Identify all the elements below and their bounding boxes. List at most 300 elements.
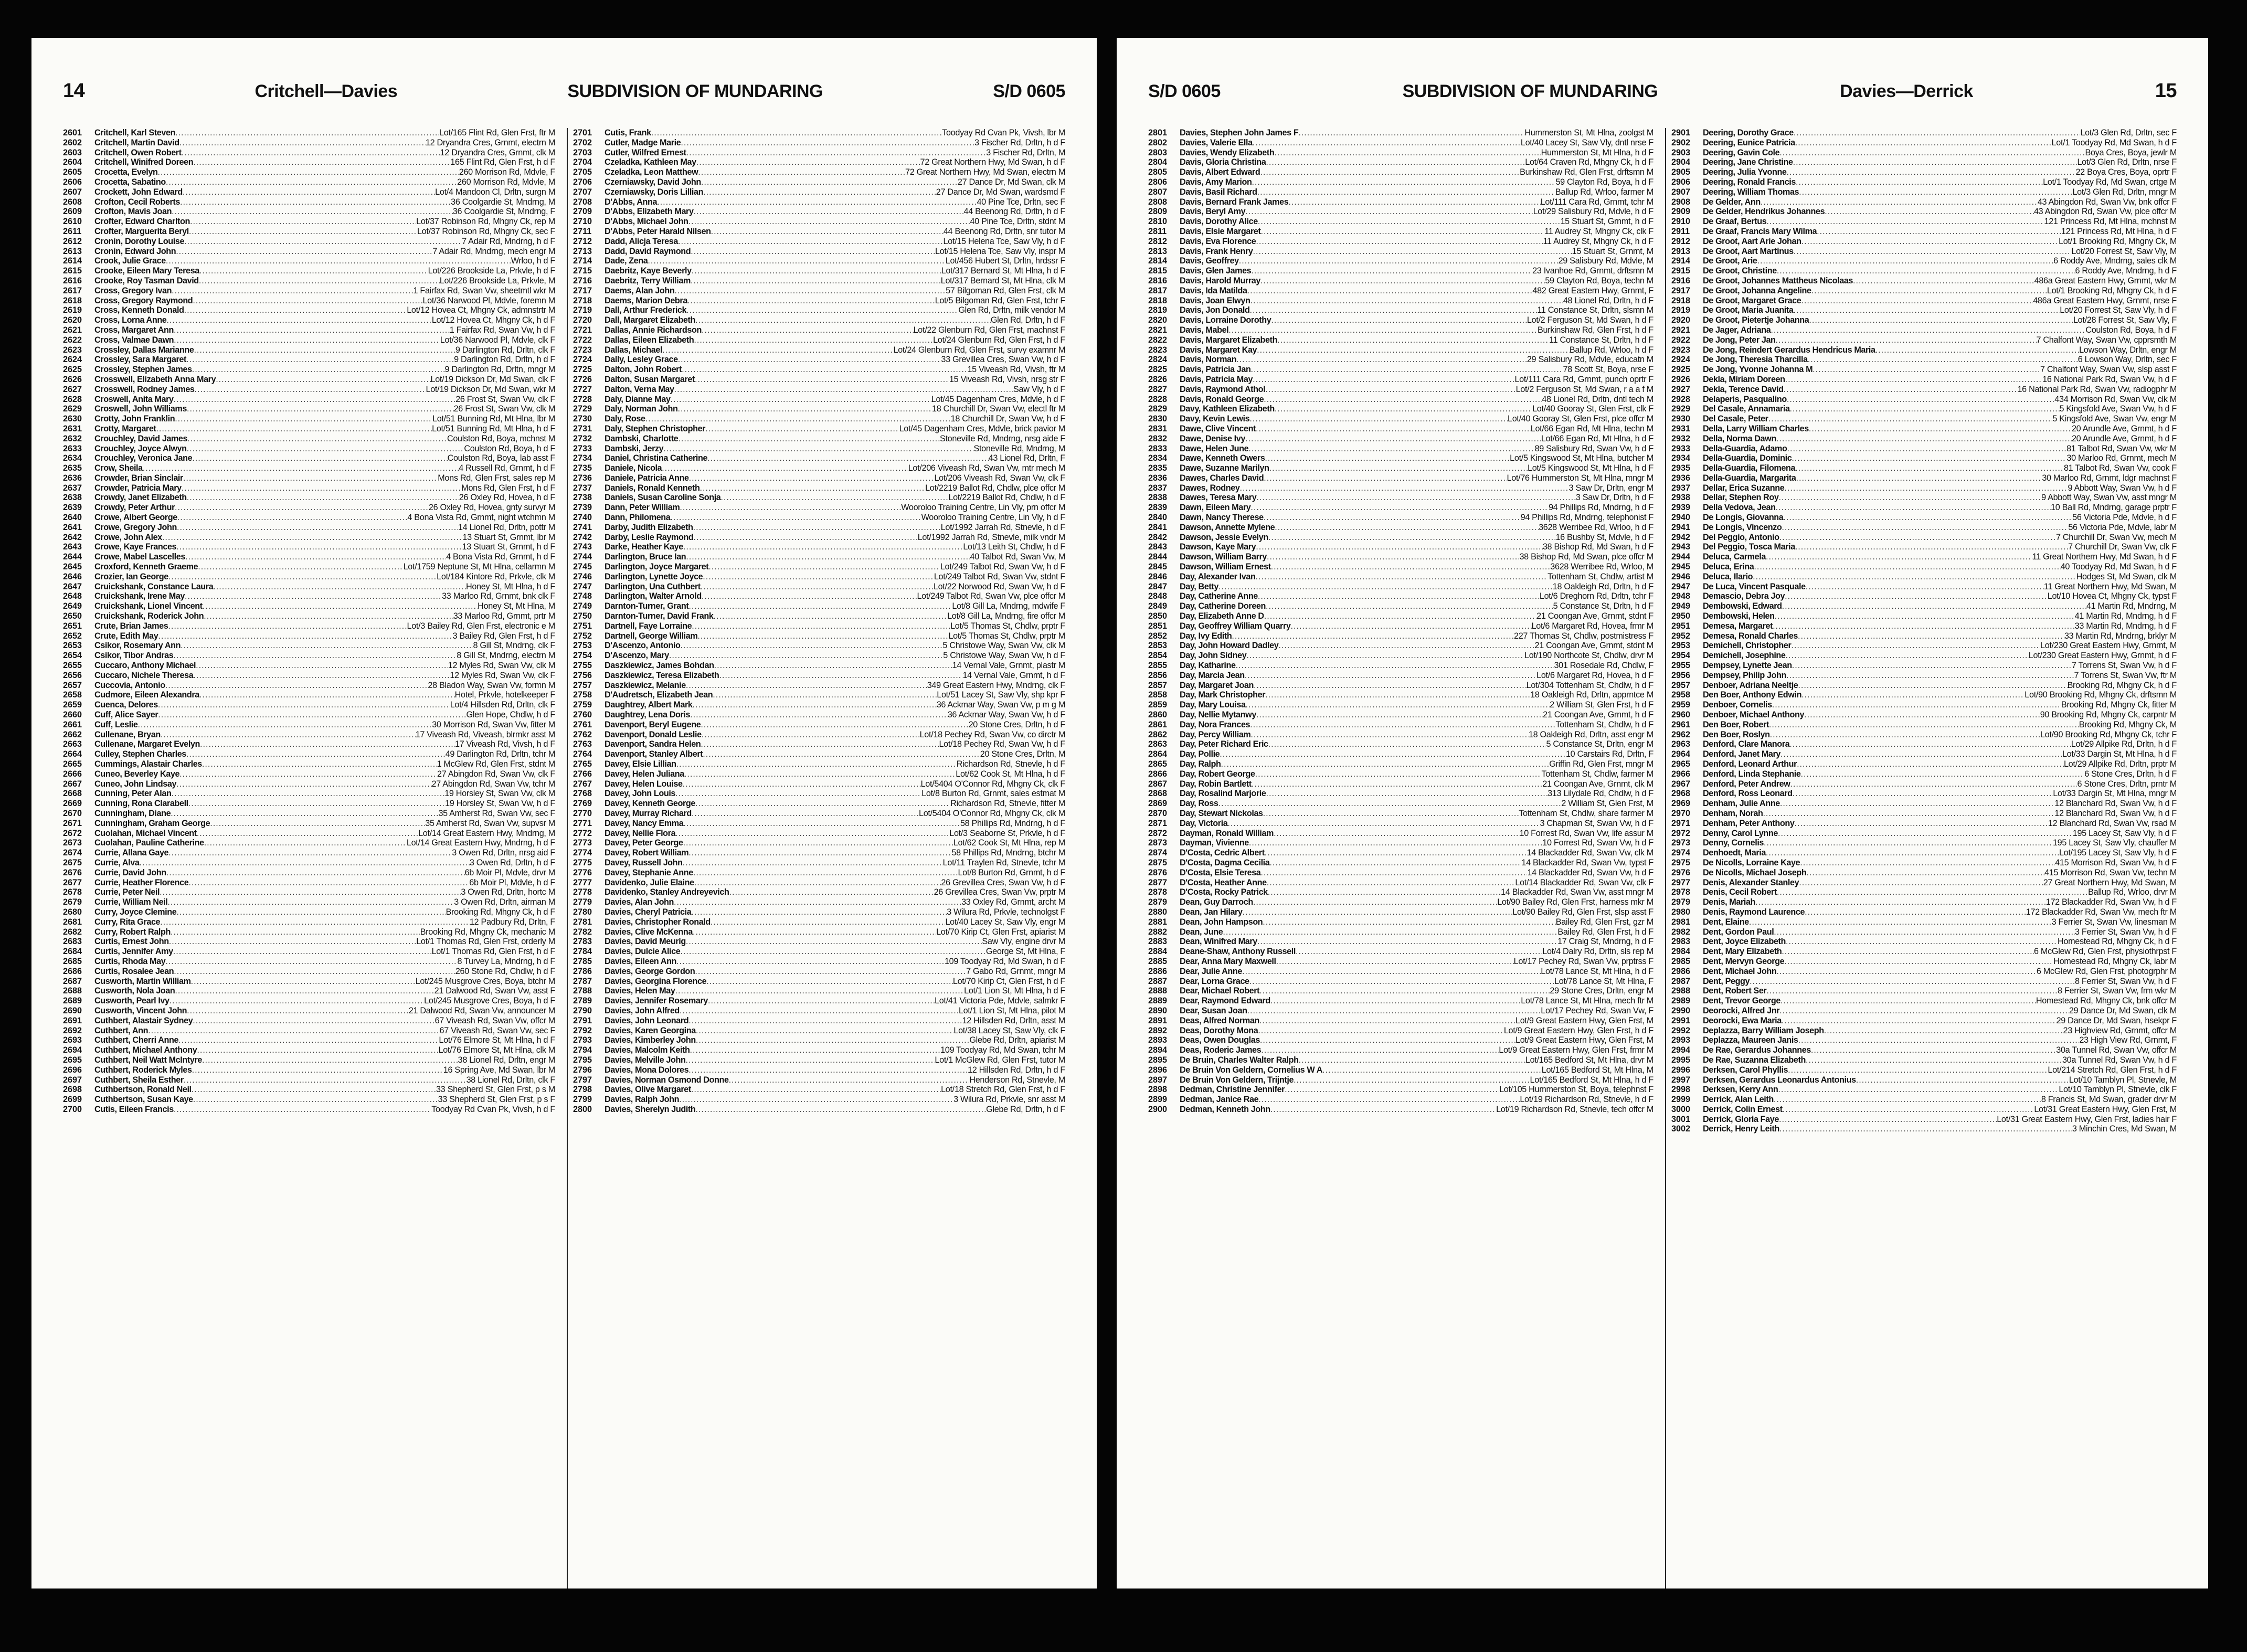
leader-dots bbox=[1774, 927, 2075, 937]
entry-address: 260 Morrison Rd, Mdvle, M bbox=[457, 177, 555, 187]
entry-address: Lot/5404 O'Connor Rd, Mhgny Ck, clk F bbox=[920, 779, 1065, 789]
entry-address: Lot/317 Bernard St, Mt Hlna, clk M bbox=[940, 276, 1065, 285]
leader-dots bbox=[1794, 247, 2072, 257]
entry-number: 2819 bbox=[1148, 305, 1168, 315]
entry-name: Davis, Elsie Margaret bbox=[1180, 226, 1261, 236]
leader-dots bbox=[699, 483, 925, 493]
entry-address: Honey St, Mt Hlna, M bbox=[478, 601, 555, 611]
entry-name: Cutis, Frank bbox=[605, 128, 651, 137]
directory-entry bbox=[1148, 907, 1654, 917]
entry-address: 56 Victoria Pde, Mdvle, h d F bbox=[2072, 513, 2177, 523]
leader-dots bbox=[694, 878, 941, 888]
directory-entry bbox=[1671, 1026, 2177, 1036]
leader-dots bbox=[1766, 217, 2044, 227]
entry-name: Daebritz, Kaye Beverly bbox=[605, 266, 692, 276]
directory-entry bbox=[63, 799, 555, 809]
entry-number: 2832 bbox=[1148, 433, 1168, 443]
leader-dots bbox=[701, 739, 939, 749]
directory-entry bbox=[63, 128, 555, 138]
entry-address: Wooroloo Training Centre, Lin Vly, prn offcr M bbox=[901, 503, 1065, 513]
entry-name: Davenport, Stanley Albert bbox=[605, 749, 703, 759]
entry-number: 2826 bbox=[1148, 374, 1168, 384]
entry-address: 4 Bona Vista Rd, Grnmt, h d F bbox=[446, 552, 555, 562]
entry-address: 4 Russell Rd, Grnmt, h d F bbox=[459, 463, 555, 473]
leader-dots bbox=[693, 868, 958, 878]
entry-number: 2834 bbox=[1148, 453, 1168, 463]
leader-dots bbox=[1783, 1105, 2034, 1115]
directory-entry bbox=[1148, 266, 1654, 276]
leader-dots bbox=[175, 503, 429, 513]
directory-entry bbox=[1671, 700, 2177, 710]
entry-address: Mons Rd, Glen Frst, h d F bbox=[461, 483, 555, 493]
leader-dots bbox=[179, 138, 426, 148]
entry-name: D'Costa, Elsie Teresa bbox=[1180, 867, 1261, 877]
entry-address: 3 Owen Rd, Drltn, airman M bbox=[454, 897, 555, 907]
directory-entry bbox=[1148, 1016, 1654, 1026]
entry-address: Lot/20 Forrest St, Saw Vly, M bbox=[2071, 246, 2177, 256]
leader-dots bbox=[1218, 799, 1561, 809]
entry-address: Coulston Rd, Boya, h d F bbox=[2085, 325, 2177, 335]
entry-name: Dent, Mary Elizabeth bbox=[1703, 947, 1782, 957]
entry-address: 15 Stuart St, Grnmt, M bbox=[1572, 246, 1654, 256]
entry-address: 5 Kingsfold Ave, Swan Vw, h d F bbox=[2059, 404, 2177, 414]
directory-entry bbox=[1148, 493, 1654, 503]
entry-name: Dawes, Charles David bbox=[1180, 473, 1264, 483]
entry-name: Currie, Allana Gaye bbox=[94, 848, 169, 858]
entry-name: Dear, Julie Anne bbox=[1180, 966, 1242, 976]
entry-address: Lot/8 Gill La, Mndrng, fire offcr M bbox=[947, 611, 1065, 621]
directory-entry bbox=[1148, 395, 1654, 405]
entry-name: De Graaf, Bertus bbox=[1703, 217, 1767, 227]
entry-name: Daniels, Susan Caroline Sonja bbox=[605, 493, 721, 503]
directory-entry bbox=[1671, 957, 2177, 967]
leader-dots bbox=[1774, 1095, 2041, 1105]
entry-name: Deering, Dorothy Grace bbox=[1703, 128, 1794, 137]
entry-address: Lot/1 Brooking Rd, Mhgny Ck, M bbox=[2059, 236, 2177, 246]
entry-number: 2786 bbox=[573, 966, 592, 976]
entry-number: 2609 bbox=[63, 207, 82, 217]
entry-address: Lot/24 Glenburn Rd, Glen Frst, h d F bbox=[933, 335, 1065, 345]
directory-entry bbox=[573, 720, 1065, 730]
directory-entry bbox=[63, 769, 555, 779]
entry-number: 2844 bbox=[1148, 552, 1168, 562]
entry-number: 2995 bbox=[1671, 1055, 1691, 1065]
leader-dots bbox=[1811, 1045, 2056, 1055]
leader-dots bbox=[169, 937, 416, 947]
entry-number: 2969 bbox=[1671, 799, 1691, 809]
entry-name: De Rae, Suzanna Elizabeth bbox=[1703, 1055, 1806, 1065]
entry-name: De Bruin Von Geldern, Cornelius W A bbox=[1180, 1065, 1322, 1075]
entry-name: Davey, Robert William bbox=[605, 848, 689, 858]
leader-dots bbox=[680, 1006, 959, 1016]
entry-address: 10 Carstairs Rd, Drltn, F bbox=[1565, 749, 1654, 759]
page-header bbox=[1148, 80, 2177, 117]
leader-dots bbox=[1784, 483, 2068, 493]
leader-dots bbox=[1757, 256, 2054, 266]
entry-number: 2937 bbox=[1671, 483, 1691, 493]
entry-address: 121 Princess Rd, Mt Hlna, mchnst M bbox=[2044, 217, 2177, 227]
entry-number: 2934 bbox=[1671, 453, 1691, 463]
entry-address: 3628 Werribee Rd, Wrloo, h d F bbox=[1539, 522, 1654, 532]
leader-dots bbox=[1875, 345, 2079, 355]
entry-address: Lot/3 Glen Rd, Drltn, nrse F bbox=[2077, 157, 2177, 167]
leader-dots bbox=[1787, 395, 2054, 405]
directory-entry bbox=[63, 819, 555, 829]
entry-number: 2827 bbox=[1148, 384, 1168, 394]
entry-address: Lot/18 Pechey Rd, Swan Vw, co dirctr M bbox=[919, 729, 1065, 739]
directory-entry bbox=[63, 957, 555, 967]
entry-address: Lot/14 Blackadder Rd, Swan Vw, clk F bbox=[1515, 877, 1654, 887]
directory-entry bbox=[1671, 148, 2177, 158]
entry-number: 2654 bbox=[63, 651, 82, 661]
entry-number: 2741 bbox=[573, 522, 592, 532]
entry-name: De Groot, Pietertje Johanna bbox=[1703, 315, 1809, 325]
entry-number: 2632 bbox=[63, 433, 82, 443]
entry-name: Davies, Dulcie Alice bbox=[605, 947, 681, 957]
directory-entry bbox=[63, 809, 555, 819]
directory-entry bbox=[63, 1035, 555, 1045]
directory-entry bbox=[1671, 325, 2177, 335]
directory-entry bbox=[63, 305, 555, 315]
entry-number: 2652 bbox=[63, 631, 82, 641]
directory-entry bbox=[573, 266, 1065, 276]
directory-entry bbox=[1148, 799, 1654, 809]
directory-entry bbox=[63, 276, 555, 286]
entry-name: Davis, Margaret Elizabeth bbox=[1180, 335, 1278, 345]
directory-entry bbox=[1671, 187, 2177, 197]
leader-dots bbox=[169, 996, 425, 1006]
entry-number: 2880 bbox=[1148, 907, 1168, 917]
directory-entry bbox=[63, 710, 555, 720]
leader-dots bbox=[1258, 217, 1561, 227]
leader-dots bbox=[162, 533, 463, 543]
leader-dots bbox=[696, 1026, 954, 1036]
leader-dots bbox=[1288, 197, 1540, 207]
entry-address: 6 McGlew Rd, Glen Frst, photogrphr M bbox=[2036, 966, 2177, 976]
directory-entry bbox=[1148, 1045, 1654, 1055]
directory-entry bbox=[1671, 395, 2177, 405]
entry-address: 7 Chalfont Way, Swan Vw, slsp asst F bbox=[2040, 365, 2177, 375]
directory-entry bbox=[1671, 483, 2177, 493]
entry-address: Lot/40 Lacey St, Saw Vly, dntl nrse F bbox=[1520, 137, 1654, 147]
entry-number: 2911 bbox=[1671, 226, 1690, 236]
entry-name: Crowe, Mabel Lascelles bbox=[94, 552, 185, 562]
directory-entry bbox=[1148, 1035, 1654, 1045]
entry-name: Demichell, Josephine bbox=[1703, 651, 1786, 661]
entry-address: 21 Coongan Ave, Grnmt, h d F bbox=[1543, 710, 1654, 720]
entry-address: Toodyay Rd Cvan Pk, Vivsh, h d F bbox=[431, 1104, 555, 1114]
entry-number: 2671 bbox=[63, 818, 82, 828]
entry-name: Darlington, Una Cuthbert bbox=[605, 581, 701, 591]
entry-number: 2717 bbox=[573, 285, 592, 295]
leader-dots bbox=[1232, 631, 1514, 641]
entry-name: Cusworth, Pearl Ivy bbox=[94, 996, 169, 1006]
leader-dots bbox=[172, 789, 445, 799]
entry-name: Dent, Elaine bbox=[1703, 917, 1749, 927]
directory-entry bbox=[1671, 907, 2177, 917]
directory-entry bbox=[1671, 533, 2177, 543]
entry-name: Davis, Joan Elwyn bbox=[1180, 295, 1250, 305]
directory-entry bbox=[1148, 296, 1654, 306]
leader-dots bbox=[678, 355, 941, 365]
entry-address: 94 Phillips Rd, Mndrng, telephonist F bbox=[1520, 513, 1654, 523]
entry-name: Denham, Norah bbox=[1703, 808, 1763, 818]
leader-dots bbox=[1258, 1026, 1504, 1036]
directory-entry bbox=[1671, 503, 2177, 513]
entry-number: 2859 bbox=[1148, 700, 1168, 710]
entry-number: 2669 bbox=[63, 799, 82, 809]
entry-name: Deplazza, Maureen Janis bbox=[1703, 1035, 1798, 1045]
entry-name: Dally, Lesley Grace bbox=[605, 355, 678, 365]
entry-address: 38 Bishop Rd, Md Swan, plce offcr M bbox=[1519, 552, 1654, 562]
entry-address: Griffin Rd, Glen Frst, mngr M bbox=[1549, 759, 1654, 769]
leader-dots bbox=[1218, 582, 1553, 592]
entry-address: 29 Salisbury Rd, Mdvle, educatn M bbox=[1527, 355, 1654, 365]
entry-name: De Longis, Giovanna bbox=[1703, 513, 1784, 523]
leader-dots bbox=[720, 493, 948, 503]
entry-name: Delaperis, Pasqualino bbox=[1703, 394, 1787, 404]
entry-name: Crocetta, Sabatino bbox=[94, 177, 166, 187]
entry-name: Davis, Basil Richard bbox=[1180, 187, 1257, 197]
entry-name: Davies, Valerie Ella bbox=[1180, 137, 1253, 147]
directory-entry bbox=[573, 1105, 1065, 1115]
leader-dots bbox=[174, 335, 440, 345]
entry-number: 2841 bbox=[1148, 522, 1168, 532]
leader-dots bbox=[202, 759, 437, 769]
leader-dots bbox=[1800, 858, 2055, 868]
entry-address: Homestead Rd, Mhgny Ck, bnk offcr M bbox=[2036, 996, 2177, 1006]
entry-name: Cuolahan, Michael Vincent bbox=[94, 828, 197, 838]
directory-entry bbox=[573, 799, 1065, 809]
entry-name: Day, Catherine Anne bbox=[1180, 591, 1258, 601]
entry-address: 38 Bishop Rd, Md Swan, h d F bbox=[1542, 542, 1654, 552]
entry-address: 486a Great Eastern Hwy, Grnmt, wkr M bbox=[2034, 276, 2177, 285]
entry-address: Lot/2 Ferguson St, Md Swan, r a a f M bbox=[1515, 384, 1654, 394]
entry-address: 48 Lionel Rd, Drltn, h d F bbox=[1563, 295, 1654, 305]
entry-address: Homestead Rd, Mhgny Ck, labr M bbox=[2053, 956, 2177, 966]
entry-number: 2958 bbox=[1671, 690, 1691, 700]
entry-address: 3 Wilura Rd, Prkvle, technolgst F bbox=[947, 907, 1065, 917]
directory-entry bbox=[573, 661, 1065, 671]
leader-dots bbox=[173, 947, 432, 957]
entry-address: Lot/3 Glen Rd, Drltn, mngr M bbox=[2072, 187, 2177, 197]
entry-address: Lot/1 McGlew Rd, Glen Frst, tutor M bbox=[935, 1055, 1065, 1065]
entry-address: 6 Lowson Way, Drltn, sec F bbox=[2078, 355, 2177, 365]
entry-number: 2862 bbox=[1148, 729, 1168, 739]
entry-name: Davey, Helen Juliana bbox=[605, 769, 684, 779]
entry-name: Cronin, Dorothy Louise bbox=[94, 236, 185, 246]
leader-dots bbox=[683, 779, 921, 789]
entry-name: Daniel, Christina Catherine bbox=[605, 453, 708, 463]
entry-name: Crossley, Stephen James bbox=[94, 365, 192, 375]
entry-number: 2703 bbox=[573, 147, 592, 157]
leader-dots bbox=[1788, 1065, 2048, 1075]
entry-address: 15 Viveash Rd, Vivsh, ftr M bbox=[967, 365, 1065, 375]
entry-number: 2662 bbox=[63, 729, 82, 739]
entry-address: 7 Torrens St, Swan Vw, h d F bbox=[2071, 661, 2177, 671]
entry-number: 2622 bbox=[63, 335, 82, 345]
entry-address: Henderson Rd, Stnevle, M bbox=[969, 1075, 1065, 1085]
leader-dots bbox=[160, 887, 461, 897]
entry-name: De Groot, Maria Juanita bbox=[1703, 305, 1794, 315]
entry-number: 2835 bbox=[1148, 463, 1168, 473]
directory-entry bbox=[1671, 977, 2177, 987]
entry-name: Della-Guardia, Dominic bbox=[1703, 453, 1792, 463]
directory-entry bbox=[1148, 601, 1654, 611]
entry-number: 2962 bbox=[1671, 729, 1691, 739]
entry-address: 44 Beenong Rd, Drltn, snr tutor M bbox=[943, 226, 1065, 236]
leader-dots bbox=[713, 690, 937, 700]
entry-number: 2952 bbox=[1671, 631, 1691, 641]
leader-dots bbox=[161, 730, 416, 740]
entry-number: 2659 bbox=[63, 700, 82, 710]
directory-entry bbox=[573, 868, 1065, 878]
entry-name: Dean, Winifred Mary bbox=[1180, 937, 1257, 947]
directory-entry bbox=[1671, 463, 2177, 473]
entry-address: Lot/6 Dreghorn Rd, Drltn, tchr F bbox=[1539, 591, 1654, 601]
directory-entry bbox=[1671, 690, 2177, 700]
entry-name: Darlington, Joyce Margaret bbox=[605, 562, 709, 572]
leader-dots bbox=[1801, 237, 2059, 247]
entry-address: Lot/31 Great Eastern Hwy, Glen Frst, M bbox=[2034, 1104, 2177, 1114]
directory-entry bbox=[63, 690, 555, 700]
entry-address: 89 Salisbury Rd, Swan Vw, h d F bbox=[1534, 443, 1654, 453]
entry-address: Lot/40 Gooray St, Glen Frst, clk F bbox=[1532, 404, 1654, 414]
entry-address: Lot/249 Talbot Rd, Swan Vw, plce offcr M bbox=[917, 591, 1065, 601]
directory-entry bbox=[573, 305, 1065, 315]
directory-entry bbox=[573, 927, 1065, 937]
directory-entry bbox=[1148, 977, 1654, 987]
entry-number: 2873 bbox=[1148, 838, 1168, 848]
entry-name: Davey, Stephanie Anne bbox=[605, 867, 693, 877]
entry-number: 2960 bbox=[1671, 710, 1691, 720]
directory-entry bbox=[573, 710, 1065, 720]
entry-address: Lot/15 Helena Tce, Saw Vly, h d F bbox=[943, 236, 1065, 246]
entry-number: 2687 bbox=[63, 976, 82, 986]
entry-name: Dawe, Helen June bbox=[1180, 443, 1249, 453]
directory-entry bbox=[1148, 838, 1654, 848]
leader-dots bbox=[1825, 207, 2034, 217]
entry-name: Denford, Peter Andrew bbox=[1703, 779, 1790, 789]
entry-name: De Groot, Christine bbox=[1703, 266, 1777, 276]
entry-name: Culley, Stephen Charles bbox=[94, 749, 186, 759]
leader-dots bbox=[148, 1026, 439, 1036]
leader-dots bbox=[1267, 878, 1515, 888]
directory-entry bbox=[63, 1045, 555, 1055]
entry-address: Lot/36 Narwood Pl, Mdvle, clk F bbox=[440, 335, 555, 345]
directory-entry bbox=[573, 690, 1065, 700]
entry-address: 16 National Park Rd, Swan Vw, h d F bbox=[2042, 374, 2177, 384]
leader-dots bbox=[1250, 305, 1538, 315]
entry-number: 2746 bbox=[573, 571, 592, 581]
entry-number: 2615 bbox=[63, 266, 82, 276]
entry-name: D'Ascenzo, Mary bbox=[605, 651, 669, 661]
leader-dots bbox=[186, 749, 446, 759]
leader-dots bbox=[184, 305, 407, 315]
entry-number: 2882 bbox=[1148, 927, 1168, 937]
entry-number: 2940 bbox=[1671, 513, 1691, 523]
entry-address: Lot/165 Bedford St, Mt Hlna, drvr M bbox=[1525, 1055, 1654, 1065]
entry-number: 2629 bbox=[63, 404, 82, 414]
directory-entry bbox=[573, 1016, 1065, 1026]
leader-dots bbox=[1809, 315, 2073, 325]
entry-address: 36 Coolgardie St, Mndrng, M bbox=[451, 197, 555, 207]
entry-name: Davey, Kenneth George bbox=[605, 799, 696, 809]
entry-name: Deas, Roderic James bbox=[1180, 1045, 1262, 1055]
entry-address: Lot/76 Hummerston St, Mt Hlna, mngr M bbox=[1507, 473, 1654, 483]
entry-address: Glen Hope, Chdlw, h d F bbox=[466, 710, 555, 720]
leader-dots bbox=[671, 395, 931, 405]
leader-dots bbox=[175, 128, 439, 138]
entry-name: Davis, Lorraine Dorothy bbox=[1180, 315, 1271, 325]
directory-entry bbox=[573, 1045, 1065, 1055]
entry-name: Csikor, Tibor Andras bbox=[94, 651, 174, 661]
entry-number: 2920 bbox=[1671, 315, 1691, 325]
entry-address: Coulston Rd, Boya, lab asst F bbox=[447, 453, 555, 463]
directory-entry bbox=[573, 256, 1065, 266]
leader-dots bbox=[1797, 759, 2064, 769]
entry-number: 2751 bbox=[573, 621, 592, 631]
directory-page-left bbox=[31, 38, 1097, 1589]
entry-name: De Nicolls, Lorraine Kaye bbox=[1703, 857, 1800, 867]
entry-address: Saw Vly, engine drvr M bbox=[982, 937, 1065, 947]
entry-name: Denis, Raymond Laurence bbox=[1703, 907, 1805, 917]
entry-address: 172 Blackadder Rd, Swan Vw, h d F bbox=[2045, 897, 2177, 907]
directory-entry bbox=[1148, 197, 1654, 207]
entry-name: Deas, Alfred Norman bbox=[1180, 1015, 1259, 1025]
directory-entry bbox=[1671, 730, 2177, 740]
entry-number: 2858 bbox=[1148, 690, 1168, 700]
entry-address: Richardson Rd, Stnevle, h d F bbox=[956, 759, 1065, 769]
directory-entry bbox=[1671, 681, 2177, 691]
entry-address: Lot/90 Brooking Rd, Mhgny Ck, drftsmn M bbox=[2025, 690, 2177, 700]
leader-dots bbox=[1239, 256, 1559, 266]
directory-entry bbox=[63, 868, 555, 878]
directory-entry bbox=[1671, 128, 2177, 138]
entry-number: 2833 bbox=[1148, 443, 1168, 453]
leader-dots bbox=[1259, 1016, 1515, 1026]
entry-address: 11 Audrey St, Mhgny Ck, clk F bbox=[1544, 226, 1654, 236]
entry-address: 56 Victoria Pde, Mdvle, labr M bbox=[2068, 522, 2177, 532]
entry-address: Lot/9 Great Eastern Hwy, Glen Frst, h d F bbox=[1503, 1025, 1654, 1035]
entry-name: Deas, Owen Douglas bbox=[1180, 1035, 1260, 1045]
directory-entry bbox=[1671, 789, 2177, 799]
directory-entry bbox=[63, 986, 555, 996]
entry-address: 29 Stone Cres, Drltn, engr M bbox=[1550, 986, 1654, 996]
leader-dots bbox=[160, 917, 470, 927]
directory-entry bbox=[1148, 345, 1654, 355]
entry-number: 2909 bbox=[1671, 207, 1691, 217]
directory-entry bbox=[1148, 286, 1654, 296]
leader-dots bbox=[1259, 986, 1550, 996]
entry-address: Lot/456 Hubert St, Drltn, hrdssr F bbox=[945, 256, 1065, 266]
entry-number: 2942 bbox=[1671, 532, 1691, 542]
entry-number: 2899 bbox=[1148, 1095, 1168, 1105]
entry-number: 2660 bbox=[63, 710, 82, 720]
entry-number: 2980 bbox=[1671, 907, 1691, 917]
entry-address: Toodyay Rd Cvan Pk, Vivsh, lbr M bbox=[942, 128, 1065, 137]
leader-dots bbox=[199, 276, 440, 286]
entry-name: Davies, John Leonard bbox=[605, 1015, 689, 1025]
entry-address: 7 Churchill Dr, Swan Vw, clk F bbox=[2068, 542, 2177, 552]
entry-name: Croswell, John Williams bbox=[94, 404, 187, 414]
entry-number: 2929 bbox=[1671, 404, 1691, 414]
directory-entry bbox=[1671, 157, 2177, 167]
entry-name: Dartnell, George William bbox=[605, 631, 698, 641]
entry-name: Davis, Beryl Amy bbox=[1180, 207, 1246, 217]
entry-address: 67 Viveash Rd, Swan Vw, sec F bbox=[439, 1025, 555, 1035]
page-header bbox=[63, 80, 1065, 117]
